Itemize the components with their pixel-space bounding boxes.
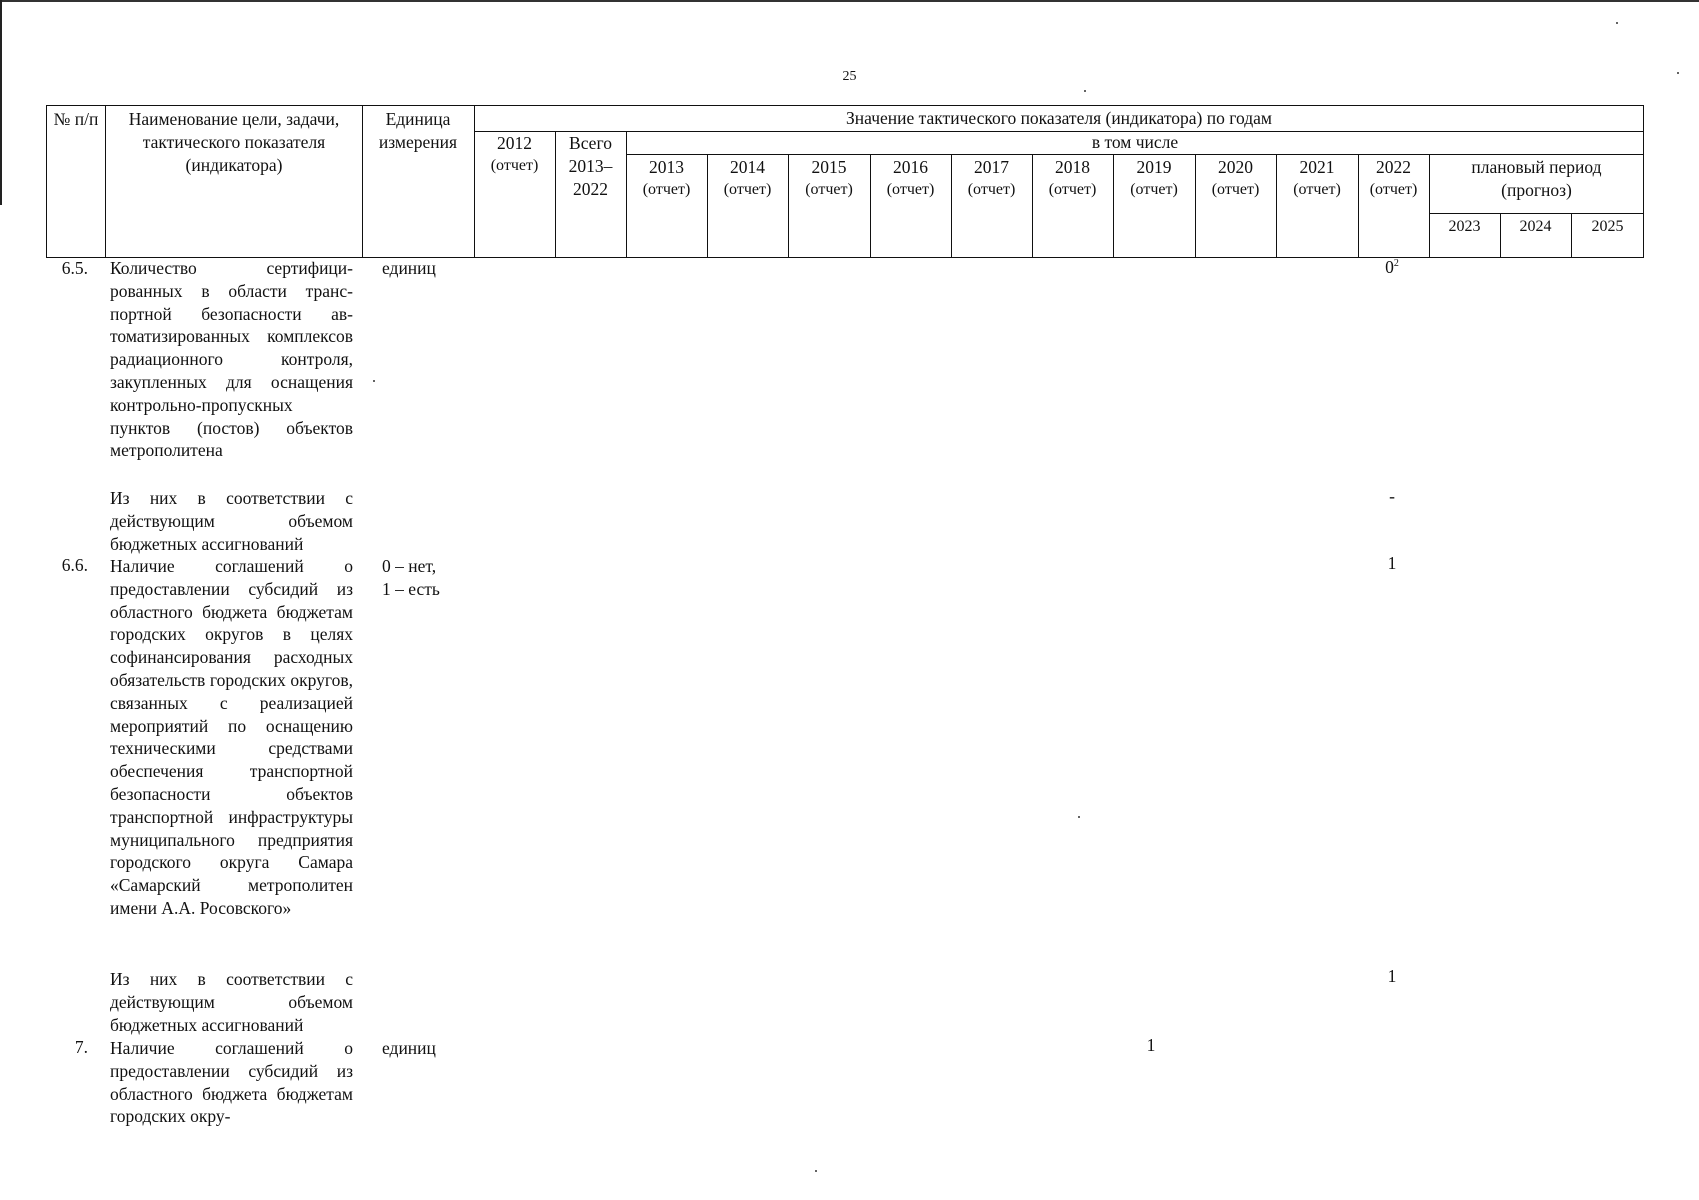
- header-year-2021: 2021: [1299, 157, 1335, 177]
- row-subname: Из них в соответствии с действующим объемом бюджетных ассигнований: [110, 488, 353, 554]
- header-report-2013: (отчет): [642, 181, 691, 198]
- value-number: 0: [1385, 257, 1394, 277]
- header-year-2013: 2013: [649, 157, 684, 177]
- row-name: Наличие соглашений о предоставлении субсидий из областного бюджета бюджетам городских окру-: [110, 1038, 353, 1127]
- header-values-title: Значение тактического показателя (индикатора) по годам: [846, 108, 1272, 128]
- subvalue-2022: 1: [1387, 966, 1397, 986]
- scan-speck: [1616, 22, 1618, 24]
- header-report-2015: (отчет): [805, 181, 853, 198]
- header-report-2022: (отчет): [1369, 181, 1418, 198]
- header-report-2020: (отчет): [1211, 181, 1260, 198]
- header-name-line2: тактического показателя: [142, 132, 326, 152]
- header-plan-line2: (прогноз): [1501, 180, 1572, 200]
- header-plan-line1: плановый период: [1471, 157, 1602, 177]
- row-number: 6.6.: [61, 555, 88, 575]
- row-divider: [1429, 213, 1644, 214]
- header-report-2018: (отчет): [1048, 181, 1097, 198]
- row-subname: Из них в соответствии с действующим объемом бюджетных ассигнований: [110, 969, 353, 1035]
- scan-speck: [1078, 816, 1080, 818]
- row-name: Наличие соглашений о предоставлении субсидий из областного бюджета бюджетам городских округов в целях софинансирования расходных обязательств городских округов, связанных с реализацией мероприятий по оснащению техническими средствами обеспечения транспортной безопасности объектов транспортной инфраструктуры муниципального предприятия городского округа Самара «Самарский метрополитен имени А.А. Росовского»: [110, 556, 353, 918]
- header-including: в том числе: [1091, 132, 1179, 152]
- header-report-2021: (отчет): [1293, 181, 1341, 198]
- header-total-line2: 2013–: [568, 156, 613, 176]
- row-unit-line1: 0 – нет,: [382, 556, 437, 576]
- row-number: 6.5.: [61, 258, 88, 278]
- header-2012-report: (отчет): [490, 157, 539, 174]
- scan-speck: [1084, 90, 1086, 92]
- header-plan-2024: 2024: [1519, 218, 1552, 235]
- row-unit-line2: 1 – есть: [382, 579, 440, 599]
- header-total-line3: 2022: [573, 179, 608, 199]
- row-name: Количество сертифицированных в области транспортной безопасности автоматизированных комплексов радиационного контроля, закупленных для оснащения контрольно-пропускных пунктов (постов) объектов метрополитена: [110, 258, 353, 461]
- row-divider: [626, 154, 1644, 155]
- subvalue-2022: -: [1389, 486, 1395, 506]
- header-report-2014: (отчет): [723, 181, 772, 198]
- header-year-2019: 2019: [1136, 157, 1172, 177]
- scan-speck: [815, 1170, 817, 1172]
- header-year-2022: 2022: [1376, 157, 1411, 177]
- header-report-2016: (отчет): [886, 181, 935, 198]
- value-2022: 1: [1387, 553, 1397, 573]
- header-unit-line2: измерения: [378, 132, 458, 152]
- scan-speck: [1677, 72, 1679, 74]
- header-plan-2023: 2023: [1448, 218, 1481, 235]
- header-unit-line1: Единица: [385, 109, 451, 129]
- header-year-2020: 2020: [1218, 157, 1253, 177]
- row-unit: единиц: [382, 258, 436, 278]
- header-year-2016: 2016: [893, 157, 928, 177]
- scan-edge-left: [0, 0, 2, 205]
- header-report-2017: (отчет): [967, 181, 1016, 198]
- header-plan-2025: 2025: [1591, 218, 1624, 235]
- header-name-line3: (индикатора): [185, 155, 283, 175]
- row-number: 7.: [74, 1037, 88, 1057]
- page-number: 25: [842, 69, 857, 84]
- header-year-2012: 2012: [497, 133, 532, 153]
- header-year-2015: 2015: [811, 157, 847, 177]
- header-year-2017: 2017: [974, 157, 1009, 177]
- header-year-2014: 2014: [730, 157, 765, 177]
- value-2022: [1377, 257, 1407, 278]
- header-report-2019: (отчет): [1130, 181, 1178, 198]
- footnote-marker: 2: [1393, 258, 1399, 270]
- scan-speck: [373, 380, 375, 382]
- row-unit: единиц: [382, 1038, 436, 1058]
- header-year-2018: 2018: [1055, 157, 1090, 177]
- value-2019: 1: [1146, 1035, 1156, 1055]
- header-num: № п/п: [53, 109, 99, 129]
- scan-edge-top: [0, 0, 1699, 2]
- header-name-line1: Наименование цели, задачи,: [128, 109, 340, 129]
- header-total-line1: Всего: [569, 133, 612, 153]
